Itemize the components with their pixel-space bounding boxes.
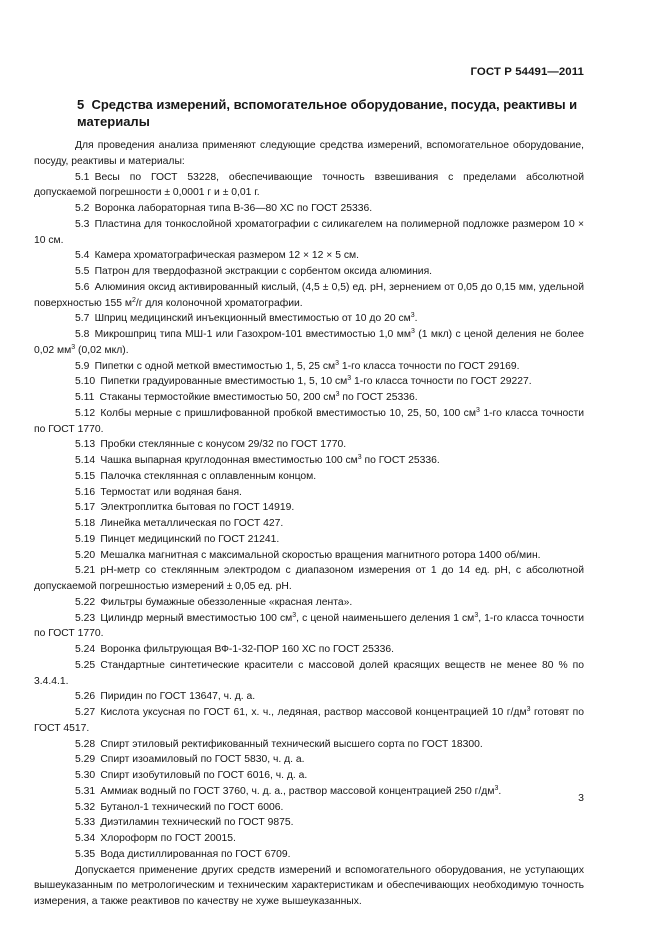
item-number: 5.17: [75, 502, 96, 514]
item-text: Фильтры бумажные обеззоленные «красная лента».: [100, 596, 353, 608]
list-item: [34, 563, 584, 595]
item-text: Бутанол-1 технический по ГОСТ 6006.: [100, 801, 284, 813]
item-text: Алюминия оксид активированный кислый, (4,5 ± 0,5) ед. pH, зернением от 0,05 до 0,15 мм, удельной поверхностью 155 $м^2/г$ для колоночной хроматографии.: [34, 281, 584, 309]
item-text: Воронка лабораторная типа В-36—80 ХС по ГОСТ 25336.: [94, 203, 373, 214]
item-text: Спирт изоамиловый по ГОСТ 5830, ч. д. а.: [100, 754, 305, 766]
list-item: [34, 453, 584, 469]
item-number: 5.33: [75, 817, 96, 829]
item-text: Пластина для тонкослойной хроматографии с силикагелем на полимерной подложке размером 10 × 10 см.: [34, 218, 584, 246]
item-text: Патрон для твердофазной экстракции с сорбентом оксида алюминия.: [94, 266, 433, 277]
item-text: Пробки стеклянные с конусом 29/32 по ГОСТ 1770.: [100, 439, 347, 451]
list-item: [34, 264, 584, 280]
list-item: [34, 784, 584, 800]
standard-number: ГОСТ Р 54491—2011: [470, 66, 584, 78]
item-number: 5.11: [75, 392, 95, 403]
item-text: Стаканы термостойкие вместимостью 50, 200 $см^3$ по ГОСТ 25336.: [99, 391, 418, 403]
item-number: 5.29: [75, 754, 96, 766]
item-number: 5.22: [75, 596, 96, 608]
item-number: 5.12: [75, 407, 96, 419]
item-text: Линейка металлическая по ГОСТ 427.: [100, 518, 284, 529]
item-number: 5.3: [75, 218, 90, 230]
item-text: Весы по ГОСТ 53228, обеспечивающие точность взвешивания с пределами абсолютной допускаемой погрешности ± 0,0001 г и ± 0,01 г.: [34, 171, 584, 199]
item-number: 5.1: [75, 171, 90, 183]
list-item: [34, 280, 584, 312]
list-item: [34, 248, 584, 264]
item-number: 5.14: [75, 455, 96, 466]
item-text: Хлороформ по ГОСТ 20015.: [100, 833, 236, 844]
list-item: [34, 500, 584, 516]
list-item: [34, 516, 584, 532]
item-number: 5.27: [75, 707, 96, 718]
list-item: [34, 737, 584, 753]
list-item: [34, 642, 584, 658]
list-item: [34, 485, 584, 501]
item-number: 5.23: [75, 612, 96, 624]
list-item: [34, 752, 584, 768]
intro-paragraph: Для проведения анализа применяют следующие средства измерений, вспомогательное оборудование, посуду, реактивы и материалы:: [34, 140, 584, 167]
item-number: 5.25: [75, 659, 96, 671]
item-text: Палочка стеклянная с оплавленным концом.: [100, 470, 317, 482]
list-item: [34, 311, 584, 327]
item-text: Шприц медицинский инъекционный вместимостью от 10 до 20 $см^3$.: [94, 312, 418, 325]
item-number: 5.30: [75, 770, 96, 781]
item-text: Камера хроматографическая размером 12 × 12 × 5 см.: [94, 250, 359, 262]
list-item: [34, 406, 584, 438]
item-number: 5.10: [75, 376, 96, 388]
list-item: [34, 437, 584, 453]
item-number: 5.13: [75, 439, 96, 451]
list-item: [34, 217, 584, 249]
item-text: Стандартные синтетические красители с массовой долей красящих веществ не менее 80 % по 3.4.4.1.: [34, 659, 584, 687]
item-number: 5.21: [75, 565, 96, 577]
item-text: Пиридин по ГОСТ 13647, ч. д. а.: [100, 691, 256, 703]
item-text: Термостат или водяная баня.: [100, 486, 242, 498]
list-item: [34, 170, 584, 202]
page-number: 3: [578, 792, 584, 804]
closing-paragraph: Допускается применение других средств измерений и вспомогательного оборудования, не уступающих вышеуказанным по метрологическим и техническим характеристикам и обеспечивающих необходимую точность измерения, а также реактивов по качеству не хуже вышеуказанных.: [34, 864, 584, 907]
list-item: [34, 595, 584, 611]
list-item: [34, 815, 584, 831]
item-text: Воронка фильтрующая ВФ-1-32-ПОР 160 ХС по ГОСТ 25336.: [100, 644, 395, 655]
item-text: Электроплитка бытовая по ГОСТ 14919.: [100, 502, 295, 514]
list-item: [34, 548, 584, 564]
list-item: [34, 705, 584, 737]
list-item: [34, 768, 584, 784]
item-number: 5.2: [75, 203, 90, 214]
item-text: Вода дистиллированная по ГОСТ 6709.: [100, 848, 291, 860]
item-text: Чашка выпарная круглодонная вместимостью 100 $см^3$ по ГОСТ 25336.: [100, 454, 440, 466]
item-number: 5.24: [75, 644, 96, 655]
item-number: 5.8: [75, 329, 90, 340]
item-text: Микрошприц типа МШ-1 или Газохром-101 вместимостью 1,0 $мм^3$ (1 мкл) с ценой деления не более 0,02 $мм^3$ (0,02 мкл).: [34, 328, 584, 356]
item-number: 5.26: [75, 691, 96, 703]
item-text: Пинцет медицинский по ГОСТ 21241.: [100, 533, 280, 545]
list-item: [34, 611, 584, 643]
item-number: 5.28: [75, 738, 96, 750]
item-number: 5.19: [75, 533, 96, 545]
item-number: 5.32: [75, 801, 96, 813]
list-item: [34, 847, 584, 863]
item-text: Мешалка магнитная с максимальной скоростью вращения магнитного ротора 1400 об/мин.: [100, 549, 541, 561]
list-item: [34, 800, 584, 816]
list-item: [34, 689, 584, 705]
item-text: Спирт этиловый ректификованный технический высшего сорта по ГОСТ 18300.: [100, 738, 483, 750]
item-text: Пипетки с одной меткой вместимостью 1, 5, 25 $см^3$ 1-го класса точности по ГОСТ 29169.: [94, 359, 520, 372]
section-body: [34, 138, 584, 910]
list-item: [34, 390, 584, 406]
item-number: 5.20: [75, 549, 96, 561]
item-text: Колбы мерные с пришлифованной пробкой вместимостью 10, 25, 50, 100 $см^3$ 1-го класса точности по ГОСТ 1770.: [34, 406, 584, 435]
item-number: 5.5: [75, 266, 90, 277]
section-number: 5: [77, 97, 85, 112]
section-heading: [77, 96, 585, 130]
list-item: [34, 374, 584, 390]
list-item: [34, 201, 584, 217]
item-text: Кислота уксусная по ГОСТ 61, х. ч., ледяная, раствор массовой концентрацией 10 $г/дм^3$ готовят по ГОСТ 4517.: [34, 706, 585, 734]
item-number: 5.31: [75, 785, 96, 797]
list-item: [34, 532, 584, 548]
list-item: [34, 831, 584, 847]
item-text: Спирт изобутиловый по ГОСТ 6016, ч. д. а.: [100, 770, 308, 781]
item-text: Пипетки градуированные вместимостью 1, 5, 10 $см^3$ 1-го класса точности по ГОСТ 29227.: [100, 375, 532, 388]
item-text: рН-метр со стеклянным электродом с диапазоном измерения от 1 до 14 ед. pH, с абсолютной допускаемой погрешностью измерений ± 0,05 ед. pH.: [34, 565, 584, 592]
item-number: 5.35: [75, 848, 96, 860]
list-item: [34, 658, 584, 690]
section-title: Средства измерений, вспомогательное оборудование, посуда, реактивы и материалы: [77, 97, 578, 129]
item-number: 5.18: [75, 518, 96, 529]
item-list: [34, 170, 584, 863]
item-number: 5.4: [75, 250, 90, 262]
item-text: Диэтиламин технический по ГОСТ 9875.: [100, 817, 294, 829]
item-number: 5.16: [75, 486, 96, 498]
item-number: 5.6: [75, 281, 90, 293]
item-number: 5.34: [75, 833, 96, 844]
list-item: [34, 469, 584, 485]
list-item: [34, 327, 584, 359]
item-text: Цилиндр мерный вместимостью 100 $см^3$, с ценой наименьшего деления 1 $см^3$, 1-го класса точности по ГОСТ 1770.: [34, 611, 584, 640]
item-number: 5.15: [75, 470, 96, 482]
item-number: 5.7: [75, 313, 90, 325]
item-number: 5.9: [75, 360, 90, 372]
item-text: Аммиак водный по ГОСТ 3760, ч. д. а., раствор массовой концентрацией 250 $г/дм^3$.: [100, 784, 502, 797]
list-item: [34, 359, 584, 375]
